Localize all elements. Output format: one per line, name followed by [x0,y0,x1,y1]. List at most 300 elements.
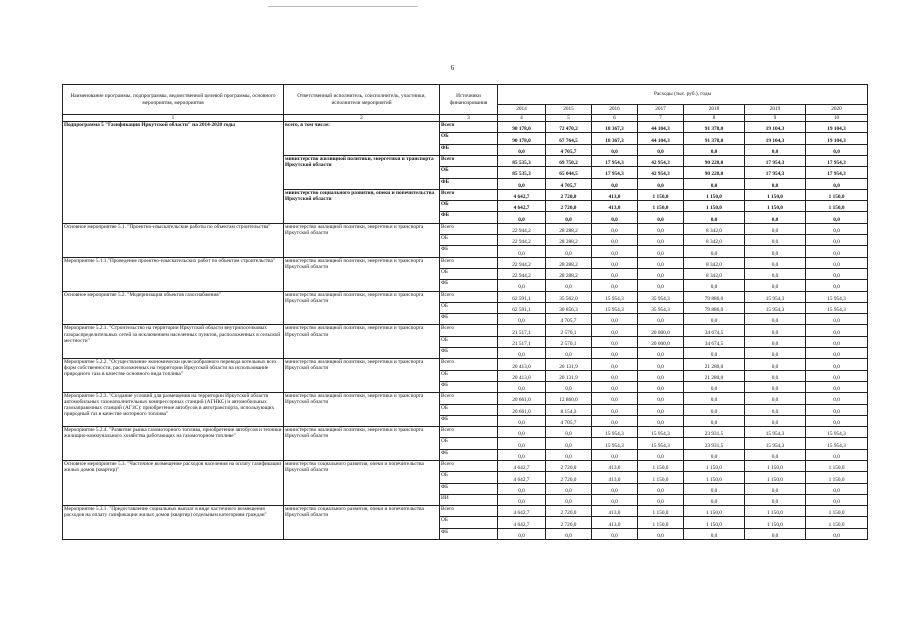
table-row [63,427,868,438]
expense-value: 1 150,0 [638,472,684,483]
funding-source: ОБ [440,302,498,313]
expense-value: 0,0 [546,438,592,449]
expense-value: 0,0 [806,257,868,268]
expense-value: 0,0 [498,246,546,257]
expense-value: 1 150,0 [806,201,868,212]
funding-source: ОБ [440,336,498,347]
expense-value: 0,0 [745,449,806,460]
expense-value: 0,0 [592,212,638,223]
header-col-number: 7 [638,115,684,122]
expense-value: 0,0 [806,246,868,257]
expense-value: 0,0 [498,415,546,426]
expense-value: 0,0 [498,178,546,189]
expense-value: 19 104,3 [806,133,868,144]
expense-value: 0,0 [592,235,638,246]
expense-value: 1 150,0 [638,460,684,471]
funding-source: ФБ [440,348,498,359]
funding-source: ФБ [440,483,498,494]
funding-source: ОБ [440,472,498,483]
expense-value: 0,0 [745,528,806,539]
expense-value: 0,0 [592,223,638,234]
expense-value: 0,0 [546,483,592,494]
executor-name: всего, в том числе: [284,122,440,156]
executor-name: министерство жилищной политики, энергетики и транспорта Иркутской области [284,359,440,393]
expense-value: 22 944,2 [498,268,546,279]
table-row [63,325,868,336]
expense-value: 1 150,0 [745,201,806,212]
expense-value: 0,0 [684,212,745,223]
expense-value: 0,0 [546,494,592,505]
expense-value: 0,0 [498,438,546,449]
expense-value: 0,0 [745,393,806,404]
expense-value: 0,0 [592,449,638,460]
expense-value: 79 886,0 [684,291,745,302]
expense-value: 0,0 [745,144,806,155]
expense-value: 4 705,7 [546,178,592,189]
expense-value: 15 954,3 [745,427,806,438]
expense-value: 0,0 [592,246,638,257]
expense-value: 0,0 [684,404,745,415]
expense-value: 28 288,2 [546,223,592,234]
expense-value: 0,0 [745,483,806,494]
expense-value: 42 954,3 [638,167,684,178]
expense-value: 413,0 [592,201,638,212]
program-name: Подпрограмма 5 "Газификация Иркутской области" на 2014-2020 годы [63,122,284,224]
expense-value: 23 931,5 [684,427,745,438]
header-col-number: 3 [440,115,498,122]
funding-source: Всего [440,393,498,404]
expense-value: 0,0 [684,494,745,505]
expense-value: 0,0 [638,314,684,325]
expense-value: 0,0 [638,404,684,415]
expense-value: 0,0 [806,235,868,246]
expense-value: 0,0 [745,280,806,291]
expense-value: 22 944,2 [498,235,546,246]
expense-value: 8 342,0 [684,235,745,246]
expense-value: 15 954,3 [638,427,684,438]
expense-value: 0,0 [684,483,745,494]
expense-value: 4 642,7 [498,517,546,528]
expense-value: 413,0 [592,189,638,200]
expense-value: 0,0 [806,528,868,539]
header-year: 2017 [638,105,684,115]
expense-value: 0,0 [546,528,592,539]
funding-source: Всего [440,427,498,438]
header-col-number: 8 [684,115,745,122]
expense-value: 0,0 [592,359,638,370]
expense-value: 30 856,3 [546,302,592,313]
funding-source: ОБ [440,235,498,246]
expense-value: 2 720,0 [546,201,592,212]
table-row [63,506,868,517]
funding-source: Всего [440,223,498,234]
expense-value: 0,0 [806,268,868,279]
expense-value: 15 954,3 [592,427,638,438]
expense-value: 28 288,2 [546,268,592,279]
expense-value: 0,0 [592,178,638,189]
expense-value: 0,0 [745,359,806,370]
funding-source: ФБ [440,212,498,223]
expense-value: 413,0 [592,506,638,517]
header-executor: Ответственный исполнитель, соисполнитель, участники, исполнители мероприятий [284,85,440,115]
scan-edge-line [268,6,418,7]
executor-name: министерство социального развития, опеки и попечительства Иркутской области [284,460,440,505]
expense-value: 21 280,0 [684,370,745,381]
expense-value: 0,0 [638,268,684,279]
header-name: Наименование программы, подпрограммы, ведомственной целевой программы, основного мероприятия, мероприятия [63,85,284,115]
funding-source: ОБ [440,517,498,528]
expense-value: 0,0 [806,144,868,155]
expense-value: 15 954,3 [592,438,638,449]
expense-value: 0,0 [806,314,868,325]
expense-value: 8 342,0 [684,268,745,279]
header-year: 2018 [684,105,745,115]
funding-source: Всего [440,506,498,517]
expense-value: 18 367,3 [592,133,638,144]
expense-value: 0,0 [745,314,806,325]
expense-value: 0,0 [684,348,745,359]
expense-value: 0,0 [592,268,638,279]
expense-value: 1 150,0 [638,201,684,212]
expense-value: 0,0 [745,235,806,246]
funding-source: Всего [440,460,498,471]
expense-value: 0,0 [806,483,868,494]
expense-value: 0,0 [592,144,638,155]
expense-value: 0,0 [592,393,638,404]
expense-value: 35 562,0 [546,291,592,302]
expense-value: 0,0 [638,381,684,392]
expense-value: 12 860,0 [546,393,592,404]
expense-value: 2 720,0 [546,460,592,471]
expense-value: 0,0 [592,494,638,505]
expense-value: 4 642,7 [498,201,546,212]
expense-value: 34 674,5 [684,325,745,336]
expense-value: 4 705,7 [546,314,592,325]
funding-source: ФБ [440,528,498,539]
expense-value: 0,0 [498,314,546,325]
expense-value: 413,0 [592,472,638,483]
expense-value: 0,0 [592,257,638,268]
expense-value: 67 764,5 [546,133,592,144]
executor-name: министерство социального развития, опеки и попечительства Иркутской области [284,189,440,223]
expense-value: 0,0 [684,144,745,155]
expense-value: 4 642,7 [498,460,546,471]
expense-value: 20 131,9 [546,359,592,370]
funding-source: ИИ [440,494,498,505]
expense-value: 20 661,0 [498,404,546,415]
expense-value: 44 104,3 [638,133,684,144]
expense-value: 0,0 [684,314,745,325]
expense-value: 0,0 [638,144,684,155]
expense-value: 1 150,0 [745,517,806,528]
funding-source: ФБ [440,246,498,257]
expense-value: 1 150,0 [745,460,806,471]
expense-value: 22 944,2 [498,223,546,234]
expense-value: 0,0 [546,449,592,460]
expense-value: 0,0 [684,449,745,460]
expense-value: 0,0 [745,257,806,268]
expense-value: 4 705,7 [546,415,592,426]
expense-value: 0,0 [546,246,592,257]
expense-value: 2 720,0 [546,517,592,528]
funding-source: Всего [440,257,498,268]
expense-value: 0,0 [498,280,546,291]
expense-value: 4 705,7 [546,144,592,155]
expense-value: 1 150,0 [806,189,868,200]
table-row [63,122,868,133]
expense-value: 90 178,0 [498,133,546,144]
funding-source: ОБ [440,133,498,144]
table-row [63,460,868,471]
expense-value: 2 570,1 [546,325,592,336]
expense-value: 0,0 [592,381,638,392]
expense-value: 17 954,3 [592,167,638,178]
expense-value: 0,0 [806,381,868,392]
funding-source: Всего [440,122,498,133]
expense-value: 69 750,2 [546,155,592,166]
funding-source: ФБ [440,381,498,392]
expense-value: 20 131,9 [546,370,592,381]
expense-value: 0,0 [684,393,745,404]
funding-source: ФБ [440,415,498,426]
expense-value: 0,0 [498,494,546,505]
expense-value: 0,0 [745,404,806,415]
expense-value: 1 150,0 [684,201,745,212]
expense-value: 1 150,0 [638,189,684,200]
program-name: Мероприятие 5.1.1."Проведение проектно-изыскательских работ по объектам строительства" [63,257,284,291]
expense-value: 0,0 [745,348,806,359]
expense-value: 0,0 [806,212,868,223]
expense-value: 0,0 [498,449,546,460]
funding-source: ОБ [440,370,498,381]
expense-value: 35 954,3 [638,291,684,302]
expense-value: 0,0 [638,359,684,370]
expense-value: 28 288,2 [546,257,592,268]
expense-value: 15 954,3 [638,438,684,449]
expense-value: 0,0 [498,528,546,539]
expense-value: 0,0 [638,235,684,246]
expense-value: 0,0 [745,223,806,234]
expense-value: 0,0 [546,427,592,438]
expense-value: 0,0 [806,178,868,189]
table-row [63,291,868,302]
funding-source: ОБ [440,404,498,415]
expense-value: 17 954,3 [745,167,806,178]
expense-value: 0,0 [806,348,868,359]
expense-value: 20 000,0 [638,336,684,347]
expense-value: 0,0 [546,381,592,392]
expense-value: 0,0 [745,494,806,505]
table-row [63,223,868,234]
funding-source: Всего [440,291,498,302]
expense-value: 19 104,3 [745,122,806,133]
funding-source: ФБ [440,314,498,325]
expense-value: 17 954,3 [806,155,868,166]
executor-name: министерство жилищной политики, энергетики и транспорта Иркутской области [284,223,440,257]
expense-value: 0,0 [498,212,546,223]
expense-value: 44 104,3 [638,122,684,133]
header-col-number: 1 [63,115,284,122]
expense-value: 62 591,1 [498,302,546,313]
header-col-number: 6 [592,115,638,122]
expense-value: 28 288,2 [546,235,592,246]
header-col-number: 4 [498,115,546,122]
expense-value: 0,0 [592,370,638,381]
expense-value: 0,0 [638,494,684,505]
expense-value: 1 150,0 [684,460,745,471]
expense-value: 1 150,0 [806,460,868,471]
table-row [63,359,868,370]
expense-value: 1 150,0 [684,472,745,483]
expense-value: 0,0 [806,325,868,336]
expense-value: 413,0 [592,460,638,471]
funding-source: ОБ [440,167,498,178]
funding-source: Всего [440,155,498,166]
expense-value: 2 720,0 [546,472,592,483]
header-col-number: 9 [745,115,806,122]
expense-value: 8 342,0 [684,257,745,268]
expense-value: 42 954,3 [638,155,684,166]
expense-value: 0,0 [638,483,684,494]
header-year: 2020 [806,105,868,115]
funding-source: ОБ [440,438,498,449]
expense-value: 0,0 [546,212,592,223]
expense-value: 0,0 [684,280,745,291]
expense-value: 35 954,3 [638,302,684,313]
expense-value: 0,0 [592,336,638,347]
expense-value: 1 150,0 [745,506,806,517]
executor-name: министерство жилищной политики, энергетики и транспорта Иркутской области [284,257,440,291]
budget-table [62,84,868,540]
header-year: 2014 [498,105,546,115]
expense-value: 17 954,3 [806,167,868,178]
executor-name: министерство жилищной политики, энергетики и транспорта Иркутской области [284,291,440,325]
header-year: 2015 [546,105,592,115]
expense-value: 19 104,3 [806,122,868,133]
expense-value: 0,0 [638,393,684,404]
expense-value: 0,0 [745,212,806,223]
expense-value: 0,0 [638,528,684,539]
expense-value: 91 378,0 [684,122,745,133]
funding-source: Всего [440,189,498,200]
expense-value: 0,0 [592,348,638,359]
expense-value: 65 044,5 [546,167,592,178]
expense-value: 17 954,3 [745,155,806,166]
expense-value: 0,0 [638,370,684,381]
header-expenses: Расходы (тыс. руб.), годы [498,85,868,105]
expense-value: 4 642,7 [498,472,546,483]
expense-value: 19 104,3 [745,133,806,144]
program-name: Основное мероприятие 5.1. "Проектно-изыскательские работы по объектам строительства" [63,223,284,257]
expense-value: 90 228,0 [684,167,745,178]
page-number: 6 [450,64,455,72]
expense-value: 0,0 [638,415,684,426]
program-name: Мероприятие 5.2.1. "Строительство на территории Иркутской области внутрипоселковых газораспределительных сетей за исключением населенных пунктов, расположенных в сельской местности" [63,325,284,359]
expense-value: 62 591,1 [498,291,546,302]
expense-value: 0,0 [638,178,684,189]
program-name: Мероприятие 5.2.3. "Создание условий для размещения на территории Иркутской области автомобильных газонаполнительных компрессорных станций (АГНКС) и автомобильных газозаправочных станций (АГЗС): приобретение автобусов в автотранспорта, использующих природный газ в качестве моторного топлива" [63,393,284,427]
expense-value: 0,0 [745,336,806,347]
expense-value: 0,0 [638,449,684,460]
program-name: Мероприятие 5.2.4. "Развитие рынка газомоторного топлива, приобретение автобусов и техники жилищно-коммунального хозяйства работающих на газомоторном топливе" [63,427,284,461]
expense-value: 85 535,3 [498,155,546,166]
expense-value: 21 517,1 [498,336,546,347]
expense-value: 0,0 [806,370,868,381]
executor-name: министерство жилищной политики, энергетики и транспорта Иркутской области [284,393,440,427]
executor-name: министерство жилищной политики, энергетики и транспорта Иркутской области [284,427,440,461]
expense-value: 17 954,3 [592,155,638,166]
expense-value: 1 150,0 [806,506,868,517]
expense-value: 15 954,3 [806,291,868,302]
expense-value: 0,0 [638,223,684,234]
funding-source: ФБ [440,178,498,189]
executor-name: министерство социального развития, опеки и попечительства Иркутской области [284,506,440,540]
funding-source: Всего [440,359,498,370]
expense-value: 0,0 [684,381,745,392]
expense-value: 20 661,0 [498,393,546,404]
expense-value: 0,0 [806,415,868,426]
header-col-number: 2 [284,115,440,122]
expense-value: 22 944,2 [498,257,546,268]
expense-value: 0,0 [806,494,868,505]
funding-source: Всего [440,325,498,336]
expense-value: 0,0 [546,280,592,291]
header-col-number: 5 [546,115,592,122]
expense-value: 0,0 [745,381,806,392]
expense-value: 0,0 [638,212,684,223]
expense-value: 0,0 [592,404,638,415]
expense-value: 0,0 [745,268,806,279]
expense-value: 1 150,0 [638,517,684,528]
program-name: Мероприятие 5.2.2. "Осуществление экономически целесообразного перевода котельных всех форм собственности, расположенных на территории Иркутской области на использование природного газа в качестве основного вида топлива" [63,359,284,393]
funding-source: ОБ [440,268,498,279]
expense-value: 0,0 [684,178,745,189]
expense-value: 0,0 [498,144,546,155]
table-row [63,257,868,268]
header-source: Источники финансирования [440,85,498,115]
expense-value: 20 413,0 [498,370,546,381]
expense-value: 0,0 [684,528,745,539]
header-year: 2016 [592,105,638,115]
expense-value: 413,0 [592,517,638,528]
expense-value: 0,0 [745,178,806,189]
expense-value: 0,0 [745,415,806,426]
table-row [63,393,868,404]
expense-value: 15 954,3 [592,291,638,302]
expense-value: 0,0 [745,370,806,381]
program-name: Мероприятие 5.3.1. "Предоставление социальных выплат в виде частичного возмещения расходов на оплату газификации жилых домов (квартир) отдельным категориям граждан" [63,506,284,540]
funding-source: ФБ [440,280,498,291]
expense-value: 0,0 [592,314,638,325]
expense-value: 1 150,0 [745,189,806,200]
expense-value: 8 342,0 [684,223,745,234]
expense-value: 1 150,0 [684,517,745,528]
expense-value: 15 954,3 [806,302,868,313]
expense-value: 0,0 [684,246,745,257]
table-header [63,85,868,122]
expense-value: 85 535,3 [498,167,546,178]
expense-value: 0,0 [806,223,868,234]
expense-value: 90 178,0 [498,122,546,133]
expense-value: 15 954,3 [806,438,868,449]
funding-source: ФБ [440,449,498,460]
funding-source: ОБ [440,201,498,212]
expense-value: 23 931,5 [684,438,745,449]
program-name: Основное мероприятие 5.3. "Частичное возмещение расходов населения на оплату газификации жилых домов (квартир)" [63,460,284,505]
table-body [63,122,868,540]
expense-value: 0,0 [498,483,546,494]
expense-value: 0,0 [592,280,638,291]
